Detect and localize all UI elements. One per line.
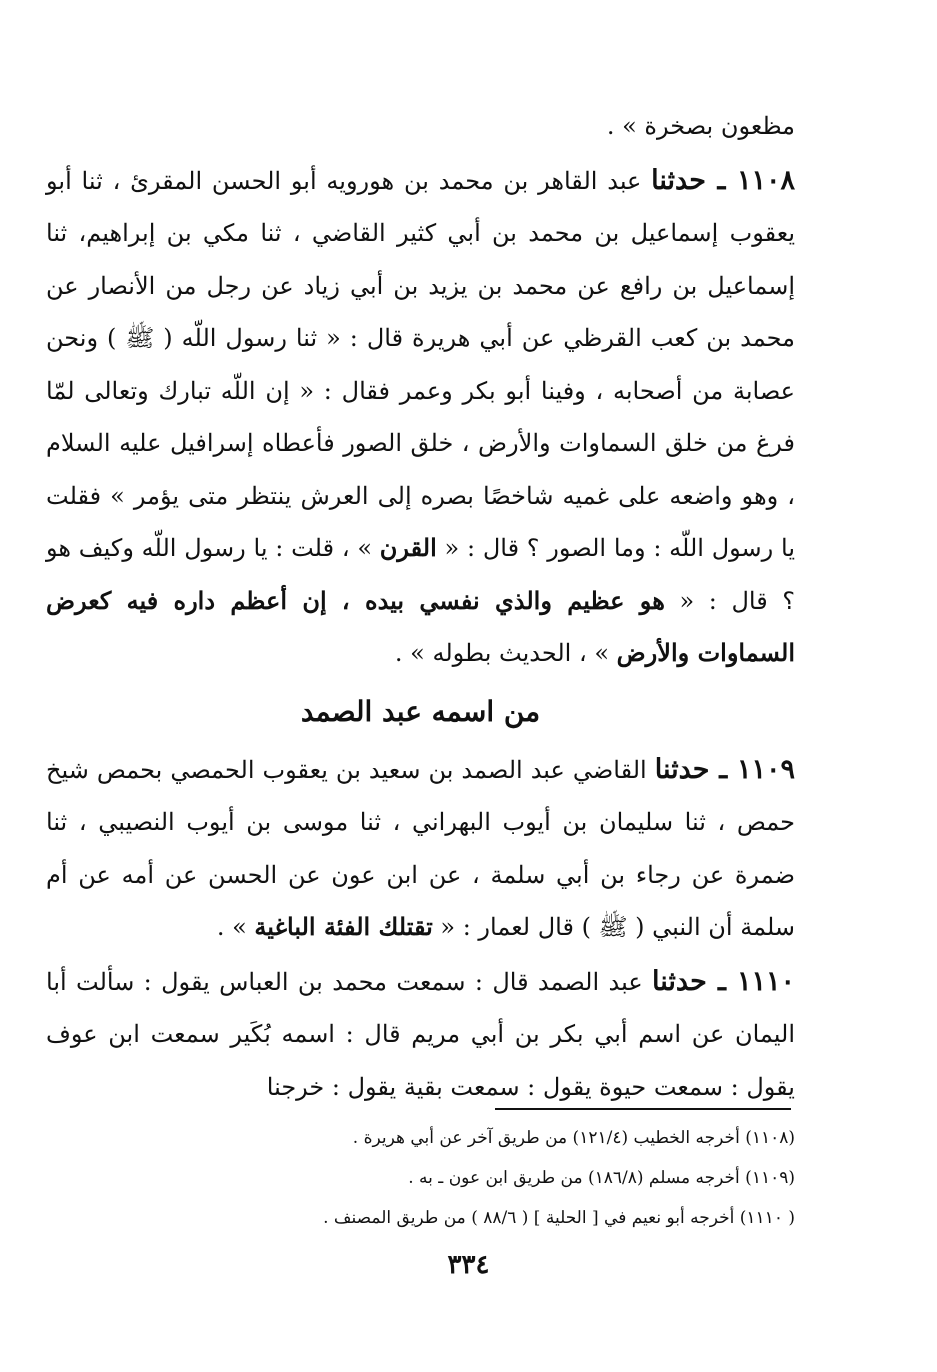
hadith-bold-text: تقتلك الفئة الباغية xyxy=(254,912,433,941)
hadith-text: عبد القاهر بن محمد بن هورويه أبو الحسن المقرئ ، ثنا أبو يعقوب إسماعيل بن محمد بن أبي كثير القاضي ، ثنا مكي بن إبراهيم، ثنا إسماعيل بن رافع عن محمد بن يزيد بن أبي زياد عن رجل من الأنصار عن محمد بن كعب القرظي عن أبي هريرة قال : « ثنا رسول اللّه ( ﷺ ) ونحن عصابة من أصحابه ، وفينا أبو بكر وعمر فقال : « إن اللّه تبارك وتعالى لمّا فرغ من خلق السماوات والأرض ، خلق الصور فأعطاه إسرافيل عليه السلام ، وهو واضعه على غميه شاخصًا بصره إلى العرش ينتظر متى يؤمر » فقلت يا رسول اللّه : وما الصور ؟ قال : « xyxy=(46,166,796,562)
page-number: ٣٣٤ xyxy=(447,1250,490,1280)
hadith-number: ١١١٠ xyxy=(736,965,795,997)
hadith-number: ١١٠٨ xyxy=(736,164,795,196)
hadith-1109 xyxy=(46,744,795,954)
footnote-1108: (١١٠٨) أخرجه الخطيب (١٢١/٤) من طريق آخر عن أبي هريرة . xyxy=(352,1128,795,1148)
hadith-dash: ـ xyxy=(706,965,737,997)
hadith-text: القاضي عبد الصمد بن سعيد بن يعقوب الحمصي بحمص شيخ حمص ، ثنا سليمان بن أيوب البهراني ، ثنا موسى بن أيوب النصيبي ، ثنا ضمرة عن رجاء بن أبي سلمة ، عن ابن عون عن الحسن عن أمه عن أم سلمة أن النبي ( ﷺ ) قال لعمار : « xyxy=(46,755,795,941)
footnotes xyxy=(175,1118,795,1238)
hadith-dash: ـ xyxy=(705,164,737,196)
hadith-text: » . xyxy=(216,913,255,941)
footnote-divider xyxy=(495,1108,791,1110)
footnote-1110: ( ١١١٠) أخرجه أبو نعيم في [ الحلية ] ( ٨٨/٦ ) من طريق المصنف . xyxy=(323,1208,795,1228)
hadith-1108 xyxy=(46,155,795,680)
hadith-dash: ـ xyxy=(709,753,737,785)
paragraph-continuation xyxy=(46,100,795,153)
hadith-text: عبد الصمد قال : سمعت محمد بن العباس يقول : سألت أبا اليمان عن اسم أبي بكر بن أبي مريم قال : اسمه بُكَير سمعت ابن عوف يقول : سمعت حيوة يقول : سمعت بقية يقول : خرجنا xyxy=(46,967,795,1101)
hadith-number: ١١٠٩ xyxy=(736,753,795,785)
hadith-opening-word: حدثنا xyxy=(654,753,710,785)
hadith-bold-text: القرن xyxy=(379,533,437,562)
hadith-1110 xyxy=(46,956,795,1114)
footnote-1109: (١١٠٩) أخرجه مسلم (١٨٦/٨) من طريق ابن عون ـ به . xyxy=(408,1168,795,1188)
continuation-text: مظعون بصخرة » . xyxy=(606,112,795,140)
hadith-bold-text: هو عظيم والذي نفسي بيده ، إن أعظم داره فيه كعرض السماوات والأرض xyxy=(46,585,795,667)
hadith-text: » ، قلت : يا رسول اللّه وكيف هو ؟ قال : « xyxy=(46,534,796,615)
hadith-opening-word: حدثنا xyxy=(652,965,707,997)
section-heading: من اسمه عبد الصمد xyxy=(300,694,541,728)
main-text xyxy=(46,100,795,1113)
hadith-opening-word: حدثنا xyxy=(651,164,706,196)
hadith-text: » ، الحديث بطوله » . xyxy=(394,639,617,667)
